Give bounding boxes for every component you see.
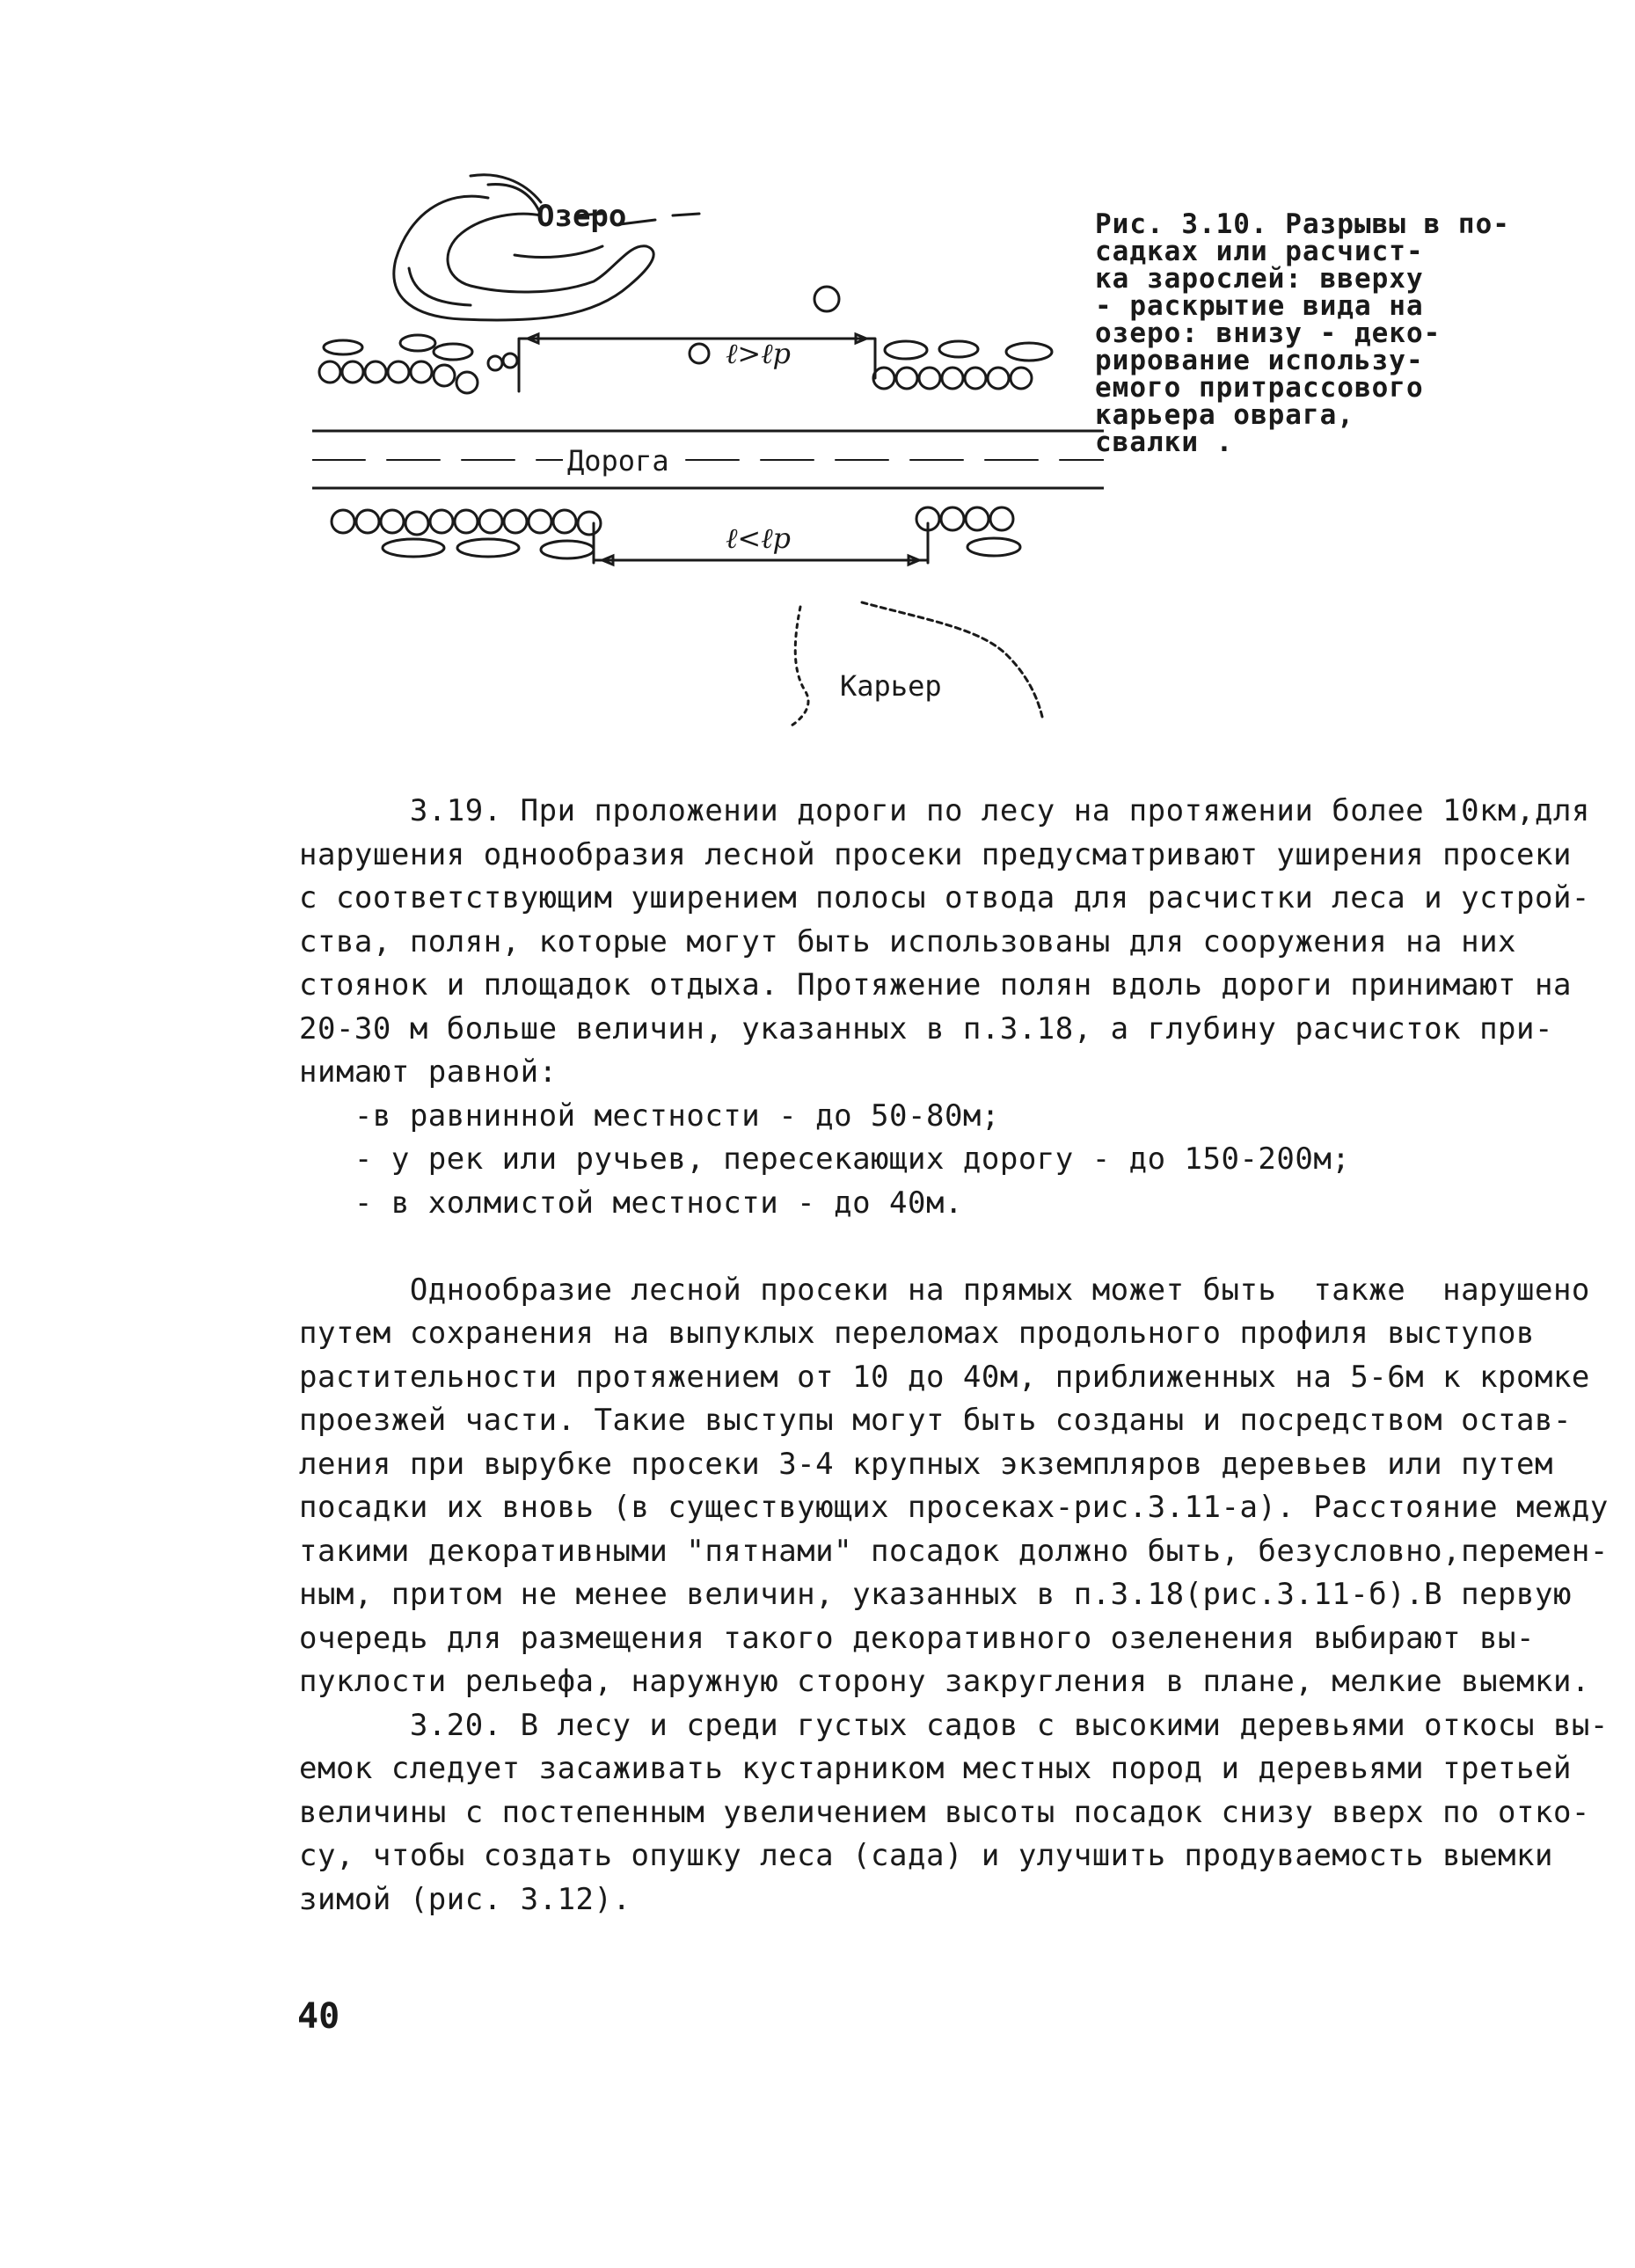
top-vegetation-left <box>319 335 517 393</box>
text-line: Однообразие лесной просеки на прямых может быть также нарушено <box>299 1272 1590 1308</box>
lake-quarry-figure <box>312 163 1104 743</box>
figure-caption <box>1095 208 1552 458</box>
top-vegetation-right <box>873 341 1052 389</box>
page-number: 40 <box>297 1996 340 2037</box>
text-line: зимой (рис. 3.12). <box>299 1881 631 1917</box>
text-line: нимают равной: <box>299 1054 558 1090</box>
text-line: путем сохранения на выпуклых переломах продольного профиля выступов <box>299 1316 1535 1351</box>
text-line: су, чтобы создать опушку леса (сада) и улучшить продуваемость выемки <box>299 1838 1553 1873</box>
text-line: 3.19. При проложении дороги по лесу на протяжении более 10км,для <box>299 793 1590 828</box>
text-line: величины с постепенным увеличением высоты посадок снизу вверх по отко- <box>299 1794 1590 1830</box>
caption-line: Рис. 3.10. Разрывы в по- <box>1095 208 1510 240</box>
quarry-outline <box>792 602 1042 726</box>
text-line <box>299 1225 1548 1269</box>
text-line: -в равнинной местности - до 50-80м; <box>299 1098 1000 1134</box>
text-line: проезжей части. Такие выступы могут быть созданы и посредством остав- <box>299 1403 1572 1438</box>
road-label: Дорога <box>567 444 669 478</box>
text-line: растительности протяжением от 10 до 40м, приближенных на 5-6м к кромке <box>299 1359 1590 1395</box>
text-line: - в холмистой местности - до 40м. <box>299 1185 963 1221</box>
bottom-vegetation <box>332 507 1020 558</box>
tree-icon <box>690 344 709 363</box>
caption-line: свалки . <box>1095 427 1234 458</box>
text-line: пуклости рельефа, наружную сторону закругления в плане, мелкие выемки. <box>299 1664 1590 1699</box>
caption-line: карьера оврага, <box>1095 399 1354 431</box>
text-line: нарушения однообразия лесной просеки предусматривают уширения просеки <box>299 836 1572 872</box>
text-line: посадки их вновь (в существующих просеках-рис.3.11-а). Расстояние между <box>299 1490 1609 1525</box>
text-line: ления при вырубке просеки 3-4 крупных экземпляров деревьев или путем <box>299 1446 1553 1482</box>
text-line: 3.20. В лесу и среди густых садов с высокими деревьями откосы вы- <box>299 1707 1609 1743</box>
text-line: стоянок и площадок отдыха. Протяжение полян вдоль дороги принимают на <box>299 967 1572 1003</box>
text-line: - у рек или ручьев, пересекающих дорогу - до 150-200м; <box>299 1141 1351 1177</box>
text-line: с соответствующим уширением полосы отвода для расчистки леса и устрой- <box>299 880 1590 915</box>
caption-line: емого притрассового <box>1095 372 1424 404</box>
body-text <box>299 790 1609 1922</box>
lake-label: Озеро <box>536 199 627 234</box>
text-line: емок следует засаживать кустарником местных пород и деревьями третьей <box>299 1751 1572 1786</box>
caption-line: рирование использу- <box>1095 345 1424 376</box>
caption-line: садках или расчист- <box>1095 236 1424 267</box>
text-line: очередь для размещения такого декоративного озеленения выбирают вы- <box>299 1620 1535 1656</box>
lake-outline <box>394 175 699 320</box>
text-line: такими декоративными "пятнами" посадок должно быть, безусловно,перемен- <box>299 1533 1609 1569</box>
quarry-label: Карьер <box>840 669 942 703</box>
text-line: ным, притом не менее величин, указанных в п.3.18(рис.3.11-б).В первую <box>299 1577 1572 1612</box>
text-line: ства, полян, которые могут быть использованы для сооружения на них <box>299 923 1517 959</box>
tree-icon <box>814 287 839 311</box>
gap-label-top: ℓ>ℓр <box>726 337 791 370</box>
caption-line: озеро: внизу - деко- <box>1095 317 1442 349</box>
caption-line: - раскрытие вида на <box>1095 290 1424 322</box>
gap-label-bottom: ℓ<ℓр <box>726 521 791 555</box>
text-line: 20-30 м больше величин, указанных в п.3.18, а глубину расчисток при- <box>299 1010 1553 1046</box>
caption-line: ка зарослей: вверху <box>1095 263 1424 295</box>
